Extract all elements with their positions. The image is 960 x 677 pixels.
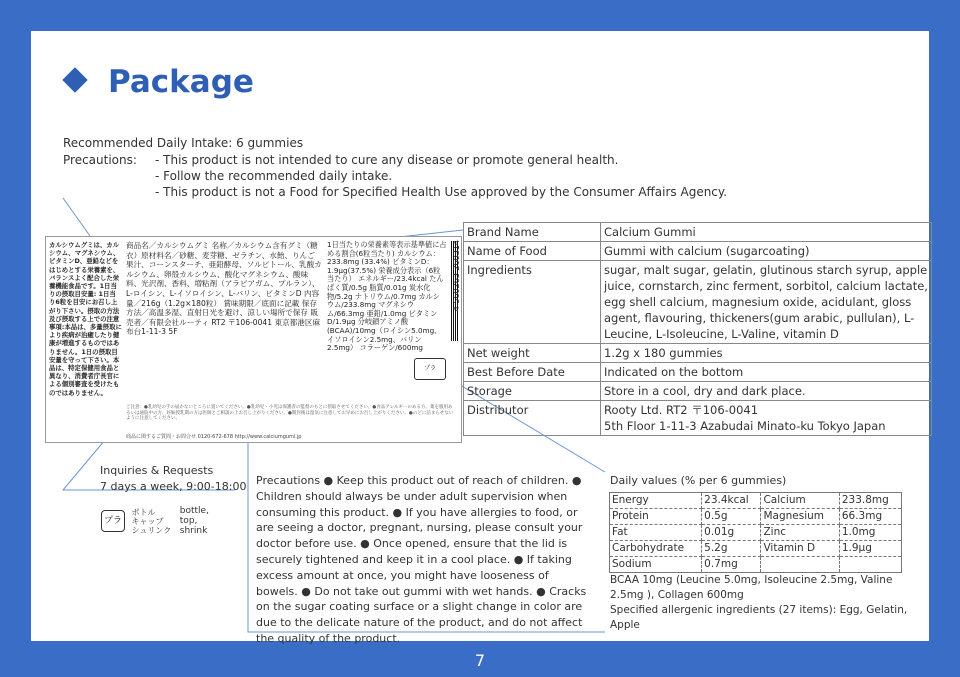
inquiries-block <box>100 463 246 495</box>
table-cell: Fat <box>610 525 702 541</box>
table-row <box>610 541 902 557</box>
label-footer: 商品に関するご質問・お問合せ 0120-672-678 http://www.calciumgumi.jp <box>126 434 302 440</box>
precaution-3: - This product is not a Food for Specified Health Use approved by the Consumer Affairs Agency. <box>155 185 728 199</box>
daily-values-title: Daily values (% per 6 gummies) <box>610 474 787 487</box>
table-cell: 1.0mg <box>839 525 901 541</box>
table-row <box>610 557 902 573</box>
recycle-labels-jp <box>132 508 172 535</box>
spec-key: Distributor <box>464 401 601 436</box>
table-cell: Magnesium <box>761 509 839 525</box>
daily-values-table <box>609 492 902 573</box>
label-fine-print: ご注意：●乳幼児の手の届かないところに置いてください。●乳幼児・小児は保護者の監督のもとに摂取させてください。●食品アレルギーのある方、薬を服用あるいは通院中の方、妊娠授乳期の方は医師とご相談の上お召し上がりください。●開封後は湿気に注意してお早めにお召し上がりください。●のどに詰まらせないように注意してください。 <box>126 405 454 421</box>
spec-key: Name of Food <box>464 242 601 261</box>
table-cell <box>839 557 901 573</box>
package-label-image <box>45 236 462 443</box>
spec-key: Brand Name <box>464 223 601 242</box>
table-cell: Vitamin D <box>761 541 839 557</box>
precaution-2: - Follow the recommended daily intake. <box>155 169 393 183</box>
precautions-paragraph: Precautions ● Keep this product out of reach of children. ● Children should always be under adult supervision when consuming this product. ● If you have allergies to food, or are seeing a doctor, pregnant, nursing, please consult your doctor before use. ● Once opened, ensure that the lid is securely tightened and keep it in a cool place. ● If taking excess amount at once, you might have looseness of bowels. ● Do not take out gummi with wet hands. ● Cracks on the sugar coating surface or a slight change in color are due to the delicate nature of the product, and do not affect the quality of the product. <box>256 474 587 645</box>
spec-table <box>463 222 932 436</box>
spec-value: Calcium Gummi <box>601 223 932 242</box>
table-cell: Protein <box>610 509 702 525</box>
recycle-label-en: top, <box>179 516 198 526</box>
spec-value: Store in a cool, dry and dark place. <box>601 382 932 401</box>
table-cell: 233.8mg <box>839 493 901 509</box>
allergen-text: Specified allergenic ingredients (27 items): Egg, Gelatin, Apple <box>610 604 908 631</box>
spec-key: Ingredients <box>464 261 601 344</box>
table-cell: 1.9μg <box>839 541 901 557</box>
spec-key: Net weight <box>464 344 601 363</box>
page-number: 7 <box>474 651 486 670</box>
table-cell: 0.01g <box>702 525 761 541</box>
table-row <box>610 493 902 509</box>
recycle-mark-icon: プラ <box>414 358 446 380</box>
recycle-label-jp: シュリンク <box>131 525 172 535</box>
spec-value: sugar, malt sugar, gelatin, glutinous starch syrup, apple juice, cornstarch, zinc ferment, sorbitol, calcium lactate, egg shell calcium, magnesium oxide, acidulant, gloss agent, flavouring, thickeners(gum arabic, pullulan), L-Leucine, L-Isoleucine, L-Valine, vitamin D <box>601 261 932 344</box>
table-cell: 23.4kcal <box>702 493 761 509</box>
table-cell: 5.2g <box>702 541 761 557</box>
precautions-label: Precautions: <box>63 153 137 167</box>
table-cell: Carbohydrate <box>610 541 702 557</box>
table-row <box>464 382 932 401</box>
table-cell: Sodium <box>610 557 702 573</box>
bcaa-text: BCAA 10mg (Leucine 5.0mg, Isoleucine 2.5mg, Valine 2.5mg ), Collagen 600mg <box>610 574 893 601</box>
inquiries-hours: 7 days a week, 9:00-18:00 <box>100 480 247 493</box>
table-row <box>464 242 932 261</box>
barcode-number: 4 560263 260314 <box>452 240 461 312</box>
table-row <box>610 509 902 525</box>
recycle-mark-icon: プラ <box>101 510 125 532</box>
precaution-1: - This product is not intended to cure any disease or promote general health. <box>155 153 619 167</box>
table-row <box>464 401 932 436</box>
spec-key: Storage <box>464 382 601 401</box>
table-row <box>464 363 932 382</box>
table-cell: 0.5g <box>702 509 761 525</box>
spec-key: Best Before Date <box>464 363 601 382</box>
table-cell: Zinc <box>761 525 839 541</box>
table-cell <box>761 557 839 573</box>
spec-value: 1.2g x 180 gummies <box>601 344 932 363</box>
page-title: Package <box>108 64 254 100</box>
table-cell: Energy <box>610 493 702 509</box>
table-row <box>610 525 902 541</box>
daily-intake-text: Recommended Daily Intake: 6 gummies <box>63 136 304 150</box>
table-cell: 66.3mg <box>839 509 901 525</box>
inquiries-title: Inquiries & Requests <box>100 464 214 477</box>
table-row <box>464 223 932 242</box>
recycle-label-jp: ボトル <box>131 507 156 517</box>
recycle-info <box>101 506 209 536</box>
table-cell: Calcium <box>761 493 839 509</box>
table-row <box>464 344 932 363</box>
label-column-1: カルシウムグミは、カルシウム、マグネシウム、ビタミンD、亜鉛などをはじめとする栄養素を、バランスよく配合した栄養機能食品です。1日当りの摂取目安量: 1日当り6粒を目安にお召し上がり下さい。摂取の方法及び摂取する上での注意事項:本品は、多量摂取により疾病が治癒したり健康が増進するものではありません。1日の摂取目安量を守って下さい。本品は、特定保健用食品と異なり、消費者庁長官による個別審査を受けたものではありません。 <box>49 241 122 397</box>
table-row <box>464 261 932 344</box>
label-column-3: 1日当たりの栄養素等表示基準値に占める割合(6粒当たり) カルシウム：233.8mg (33.4%) ビタミンD：1.9μg(37.5%) 栄養成分表示（6粒当たり） エネルギー/23.4kcal たんぱく質/0.5g 脂質/0.01g 炭水化物/5.2g ナトリウム/0.7mg カルシウム/233.8mg マグネシウム/66.3mg 亜鉛/1.0mg ビタミンD/1.9μg 分岐鎖アミノ酸(BCAA)/10mg（ロイシン5.0mg、イソロイシン2.5mg、バリン2.5mg） コラーゲン/600mg <box>327 240 447 353</box>
spec-value: Indicated on the bottom <box>601 363 932 382</box>
recycle-label-jp: キャップ <box>131 516 164 526</box>
label-column-2: 商品名／カルシウムグミ 名称／カルシウム含有グミ（糖衣）原材料名／砂糖、麦芽糖、ゼラチン、水飴、りんご果汁、コーンスターチ、亜鉛酵母、ソルビトール、乳酸カルシウム、卵殻カルシウム、酸化マグネシウム、酸味料、光沢剤、香料、増粘剤（アラビアガム、プルラン）、L-ロイシン、L-イソロイシン、L-バリン、ビタミンD 内容量／216g（1.2g×180粒） 賞味期限／底面に記載 保存方法／高温多湿、直射日光を避け、涼しい場所で保存 販売者／有限会社ルーティ RT2 〒106-0041 東京都港区麻布台1-11-3 5F <box>126 241 322 337</box>
spec-value: Rooty Ltd. RT2 〒106-0041 5th Floor 1-11-3 Azabudai Minato-ku Tokyo Japan <box>601 401 932 436</box>
table-cell: 0.7mg <box>702 557 761 573</box>
recycle-label-en: shrink <box>179 526 208 536</box>
recycle-label-en: bottle, <box>179 506 209 516</box>
spec-value: Gummi with calcium (sugarcoating) <box>601 242 932 261</box>
recycle-labels-en <box>180 506 209 536</box>
